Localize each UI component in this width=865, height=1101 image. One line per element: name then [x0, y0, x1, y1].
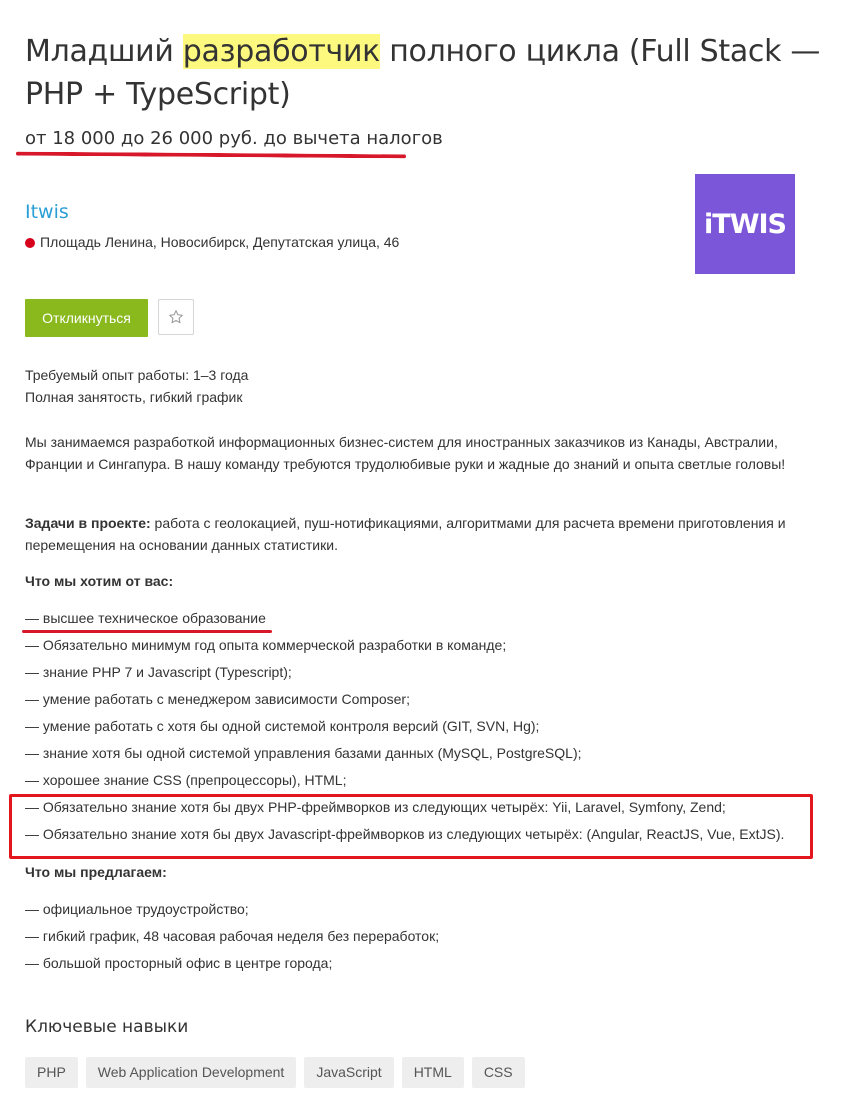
frameworks-red-box-annotation — [9, 794, 813, 859]
list-item: — Обязательно минимум год опыта коммерческой разработки в команде; — [25, 637, 507, 653]
favorite-button[interactable] — [158, 299, 194, 335]
metro-icon — [25, 238, 35, 248]
vacancy-description — [25, 431, 825, 475]
vacancy-title-end: полного цикла (Full Stack — PHP + TypeScript) — [25, 34, 821, 112]
apply-button[interactable]: Откликнуться — [25, 299, 148, 337]
list-item: — большой просторный офис в центре города; — [25, 955, 333, 971]
vacancy-title — [25, 30, 825, 116]
requirements-heading: Что мы хотим от вас: — [25, 573, 174, 589]
list-item: — хорошее знание CSS (препроцессоры), HTML; — [25, 772, 347, 788]
list-item: — умение работать с хотя бы одной системой контроля версий (GIT, SVN, Hg); — [25, 718, 540, 734]
skill-tag[interactable]: HTML — [402, 1057, 464, 1088]
list-item: — гибкий график, 48 часовая рабочая неделя без переработок; — [25, 928, 440, 944]
experience-text: Требуемый опыт работы: 1–3 года — [25, 367, 249, 383]
tasks-text: работа с геолокацией, пуш-нотификациями, алгоритмами для расчета времени приготовления и перемещения на основании данных статистики. — [25, 515, 786, 553]
list-item: — Обязательно знание хотя бы двух PHP-фреймворков из следующих четырёх: Yii, Laravel, Symfony, Zend; — [25, 799, 726, 815]
list-item: — официальное трудоустройство; — [25, 901, 249, 917]
offer-heading: Что мы предлагаем: — [25, 864, 167, 880]
list-item: — знание хотя бы одной системой управления базами данных (MySQL, PostgreSQL); — [25, 745, 582, 761]
key-skills-heading: Ключевые навыки — [25, 1017, 189, 1037]
address-text: Площадь Ленина, Новосибирск, Депутатская улица, 46 — [40, 234, 400, 250]
skill-tag[interactable]: Web Application Development — [86, 1057, 297, 1088]
education-red-underline-annotation — [22, 630, 272, 633]
skill-tag[interactable]: CSS — [472, 1057, 525, 1088]
skill-tag[interactable]: JavaScript — [304, 1057, 393, 1088]
star-outline-icon — [168, 309, 184, 325]
list-item: — умение работать с менеджером зависимости Composer; — [25, 691, 410, 707]
offer-list — [25, 896, 439, 977]
employment-text: Полная занятость, гибкий график — [25, 389, 243, 405]
project-tasks — [25, 512, 825, 556]
salary: от 18 000 до 26 000 руб. до вычета налогов — [25, 128, 443, 149]
company-address — [25, 233, 399, 251]
vacancy-info — [25, 364, 248, 408]
project-tasks-paragraph — [25, 512, 825, 556]
company-logo-text: iTWIS — [704, 208, 786, 240]
vacancy-title-start: Младший — [25, 34, 183, 69]
tasks-label: Задачи в проекте: — [25, 515, 151, 531]
list-item: — Обязательно знание хотя бы двух Javascript-фреймворков из следующих четырёх: (Angular, ReactJS, Vue, ExtJS). — [25, 826, 785, 842]
company-logo[interactable] — [695, 174, 795, 274]
list-item: — знание PHP 7 и Javascript (Typescript); — [25, 664, 292, 680]
description-intro: Мы занимаемся разработкой информационных бизнес-систем для иностранных заказчиков из Канады, Австралии, Франции и Сингапура. В нашу команду требуются трудолюбивые руки и жадные до знаний и опыта светлые головы! — [25, 434, 786, 472]
skill-tag[interactable]: PHP — [25, 1057, 78, 1088]
list-item: — высшее техническое образование — [25, 610, 266, 626]
key-skills-list — [25, 1057, 525, 1088]
company-name-link[interactable]: Itwis — [25, 201, 69, 223]
vacancy-title-highlight: разработчик — [182, 34, 380, 69]
